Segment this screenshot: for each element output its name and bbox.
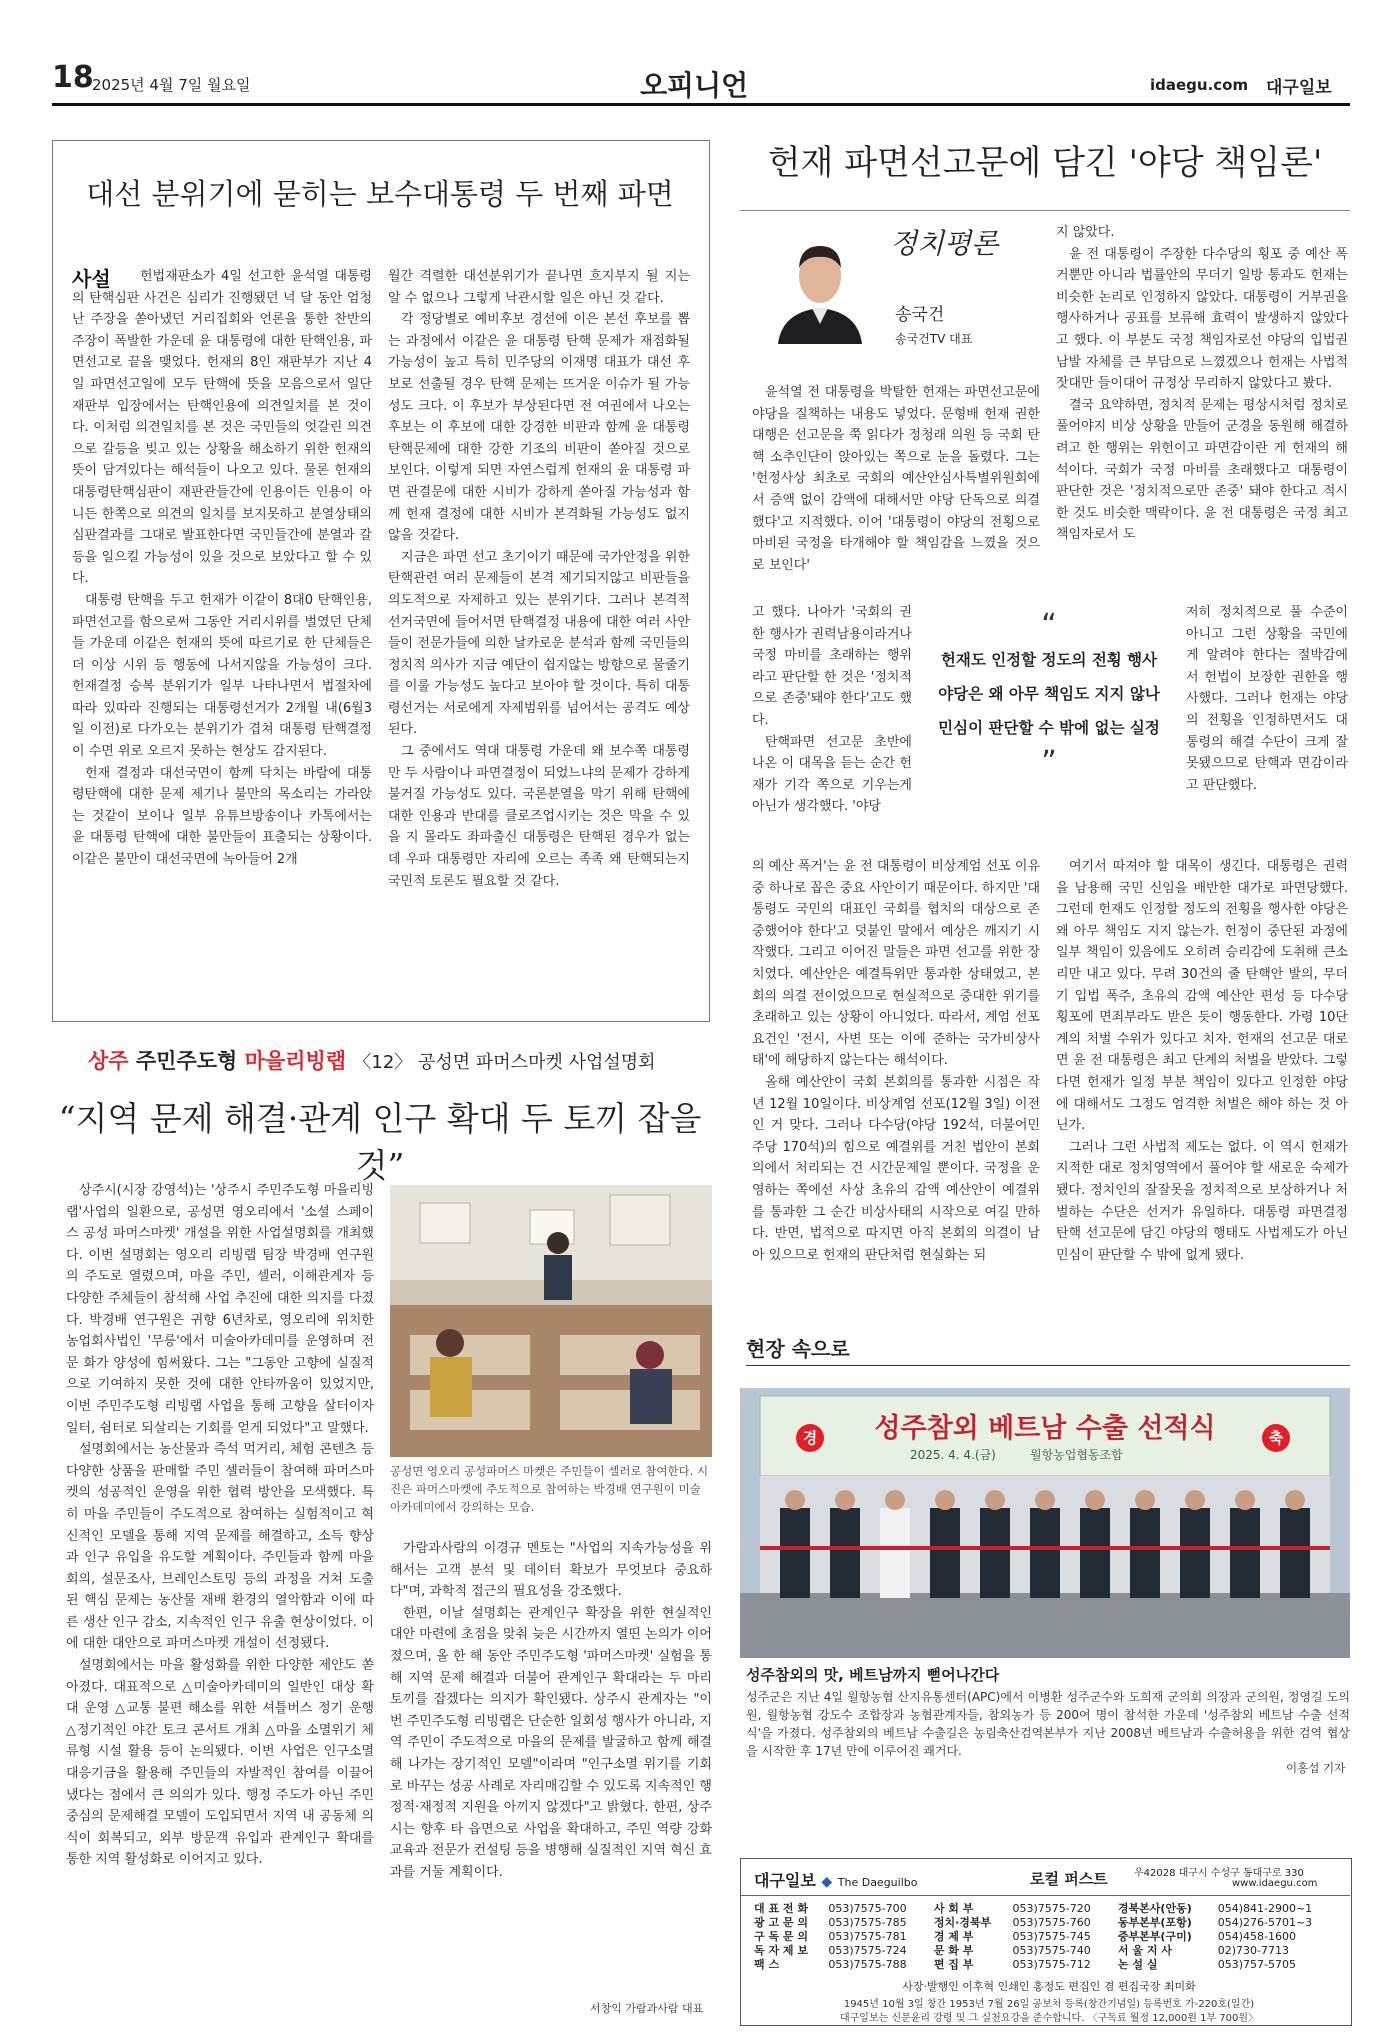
series-mid: 주민주도형	[128, 1049, 245, 1073]
opinion-paragraph: 지 않았다.	[1056, 225, 1115, 240]
footer-contact-number: 053)7575-745	[1012, 1930, 1091, 1943]
editorial-paragraph: 월간 격렬한 대선분위기가 끝나면 흐지부지 될 지는 알 수 없으나 그렇게 낙관시할 일은 아닌 것 같다.	[388, 269, 690, 306]
footer-contact-number: 054)458-1600	[1217, 1930, 1296, 1943]
column-corner-name: 정치평론	[890, 227, 999, 260]
logo-mark-icon: ◆	[821, 1874, 833, 1890]
village-photo	[390, 1185, 712, 1457]
section-title: 오피니언	[640, 69, 749, 102]
footer-contact-number: 02)730-7713	[1217, 1944, 1289, 1957]
editorial-paragraph: 그 중에서도 역대 대통령 가운데 왜 보수쪽 대통령만 두 사람이나 파면결정이 되었느냐의 문제가 강하게 불거질 가능성도 있다. 국론분열을 막기 위해 탄핵에 대한 인용과 반대를 클로즈업시키는 것은 막을 수 있을 지 몰라도 좌파출신 대통령은 탄핵된 경우가 없는데 우파 대통령만 자리에 오르는 족족 왜 탄핵되는지 국민적 토론도 필요할 것 같다.	[388, 744, 690, 889]
field-caption: 성주군은 지난 4일 월항농협 산지유통센터(APC)에서 이병환 성주군수와 도희재 군의회 의장과 군의원, 정영길 도의원, 월항농협 강도수 조합장과 농협관계자들, 참외농가 등 200여 명이 참석한 가운데 '성주참외 베트남 수출 선적식'을 가졌다. 성주참외의 베트남 수출길은 농림축산검역본부가 지난 2008년 베트남과 수출허용을 위한 검역 협상을 시작한 후 17년 만에 이루어진 쾌거다.	[746, 1690, 1350, 1758]
village-paragraph: 설명회에서는 마을 활성화를 위한 다양한 제안도 쏟아졌다. 대표적으로 △미술아카데미의 일반인 대상 확대 운영 △교통 불편 해소를 위한 셔틀버스 정기 운행 △정기적인 야간 토크 콘서트 개최 △마을 소멸위기 체류형 시설 활용 등이 논의됐다. 이번 사업은 인구소멸대응기금을 활용해 주민들의 자발적인 참여를 이끌어냈다는 점에서 큰 의의가 있다. 행정 주도가 아닌 주민 중심의 문제해결 모델이 도입되면서 지역 내 공동체 의식이 회복되고, 외부 방문객 유입과 관계인구 확대를 통한 지역 활성화로 이어지고 있다.	[66, 1658, 374, 1868]
footer-logo	[754, 1868, 917, 1891]
village-column-2	[390, 1538, 712, 1998]
footer-contact-label: 동부본부(포항)	[1117, 1916, 1192, 1929]
footer-rule	[740, 1895, 1350, 1896]
footer-founded: 1945년 10월 3일 창간 1953년 7월 26일 공보처 등록(창간기념일) 등록번호 가-220호(일간)	[843, 1999, 1255, 2010]
editorial-column-2	[388, 266, 690, 1011]
footer-contact-row	[754, 1958, 1344, 1972]
close-quote-icon: ”	[1041, 745, 1057, 780]
footer-contact-number: 053)7575-724	[828, 1944, 907, 1957]
editorial-column-1	[72, 266, 372, 1011]
page-number: 18	[52, 60, 94, 95]
footer-contact-label: 정치·경북부	[933, 1916, 992, 1929]
series-label	[88, 1045, 656, 1075]
opinion-paragraph: 결국 요약하면, 정치적 문제는 평상시처럼 정치로 풀어야지 비상 상황을 만들어 군경을 동원해 해결하려고 한 행위는 위헌이고 파면감이란 게 헌재의 해석이다. 국회가 국정 마비를 초래했다고 대통령이 판단한 것은 '정치적으로만 존중' 돼야 한다고 적시한 것도 비슷한 맥락이다. 윤 전 대통령은 국정 최고책임자로서 도	[1056, 397, 1348, 543]
opinion-title-rule	[740, 210, 1350, 211]
series-place: 상주	[88, 1049, 129, 1073]
footer-logo-en: The Daeguilbo	[837, 1876, 918, 1889]
banner-mark-right: 축	[1262, 1424, 1290, 1452]
footer-contact-number: 054)841-2900~1	[1217, 1902, 1313, 1915]
field-section-rule	[746, 1365, 1350, 1366]
field-reporter: 이홍섭 기자	[1286, 1761, 1346, 1775]
footer-contact-row	[754, 1916, 1344, 1930]
field-banner-title: 성주참외 베트남 수출 선적식	[874, 1413, 1216, 1444]
footer-publisher: 사장·발행인 이후혁 인쇄인 홍정도 편집인 겸 편집국장 최미화	[902, 1980, 1196, 1993]
author-name: 송국건	[895, 305, 945, 325]
editorial-title: 대선 분위기에 묻히는 보수대통령 두 번째 파면	[86, 177, 674, 211]
footer-contact-label: 논 설 실	[1117, 1958, 1158, 1971]
opinion-column-1-bottom	[752, 856, 1040, 1312]
footer-contact-label: 문 화 부	[933, 1944, 974, 1957]
village-article-title: “지역 문제 해결·관계 인구 확대 두 토끼 잡을 것”	[58, 1099, 702, 1185]
banner-mark-left: 경	[796, 1424, 824, 1452]
footer-contact-table	[754, 1902, 1344, 1972]
footer-contact-label: 대 표 전 화	[754, 1902, 808, 1915]
opinion-paragraph: 탄핵파면 선고문 초반에 나온 이 대목을 듣는 순간 헌재가 기각 쪽으로 기우는게 아닌가 생각했다. '야당	[752, 734, 912, 815]
footer-contact-number: 054)276-5701~3	[1217, 1916, 1313, 1929]
pull-quote	[920, 608, 1178, 780]
footer-contact-number: 053)7575-712	[1012, 1958, 1091, 1971]
footer-contact-row	[754, 1930, 1344, 1944]
footer-contact-row	[754, 1944, 1344, 1958]
editorial-paragraph: 헌재 결정과 대선국면이 함께 닥치는 바람에 대통령탄핵에 대한 문제 제기나 불만의 목소리는 가라앉는 것같이 보이나 일부 유튜브방송이나 카톡에서는 윤 대통령 탄핵에 대한 불만들이 표출되는 상황이다. 이같은 불만이 대선국면에 녹아들어 2개	[72, 765, 372, 868]
author-portrait	[770, 224, 870, 344]
open-quote-icon: “	[1041, 608, 1057, 643]
opinion-paragraph: 올해 예산안이 국회 본회의를 통과한 시점은 작년 12월 10일이다. 비상계엄 선포(12월 3일) 이전인 거 맞다. 그러나 다수당(야당 192석, 더불어민주당 170석)의 힘으로 예결위를 거친 법안이 본회의에서 처리되는 건 시간문제일 뿐이다. 국정을 운영하는 쪽에선 사상 초유의 감액 예산안이 예결위를 통과한 그 순간 비상사태의 시작으로 여길 만하다. 반면, 법적으로 따지면 아직 본회의 의결이 남아 있으므로 헌재의 판단처럼 현실화는 되	[752, 1074, 1040, 1263]
opinion-title: 헌재 파면선고문에 담긴 '야당 책임론'	[767, 143, 1323, 183]
footer-logo-kr: 대구일보	[754, 1871, 816, 1890]
series-name: 마을리빙랩	[244, 1049, 347, 1073]
footer-contact-label: 중부본부(구미)	[1117, 1930, 1192, 1943]
footer-contact-label: 팩 스	[754, 1958, 780, 1971]
footer-contact-number: 053)7575-720	[1012, 1902, 1091, 1915]
opinion-column-2-top	[1056, 222, 1348, 602]
footer-slogan: 로컬 퍼스트	[1030, 1870, 1108, 1888]
footer-contact-label: 독 자 제 보	[754, 1944, 808, 1957]
editorial-paragraph: 대통령 탄핵을 두고 헌재가 이같이 8대0 탄핵인용, 파면선고를 함으로써 그동안 거리시위를 벌였던 단체들 가운데 이같은 헌재의 뜻에 따르기로 한 단체들은 더 이상 시위 등 행동에 나서지않을 가능성이 크다. 헌재결정 승복 분위기가 일부 나타나면서 법절차에 따라 있따라 진행되는 대통령선거가 2개월 내(6월3일 이전)로 다가오는 분위기가 겹쳐 대통령 탄핵결정이 수면 위로 오르지 못하는 현상도 감지된다.	[72, 592, 372, 760]
opinion-column-1-top	[752, 382, 1040, 602]
footer-contact-number: 053)7575-740	[1012, 1944, 1091, 1957]
footer-contact-number: 053)757-5705	[1217, 1958, 1296, 1971]
opinion-paragraph: 윤석열 전 대통령을 박탈한 헌재는 파면선고문에 야당을 질책하는 내용도 넣었다. 문형배 헌재 권한대행은 선고문을 쭉 읽다가 정청래 의원 등 국회 탄핵 소추인단이 앉아있는 쪽으로 눈을 돌렸다. 그는 '헌정사상 최초로 국회의 예산안심사특별위원회에서 증액 없이 감액에 대해서만 야당 단독으로 의결했다'고 지적했다. 이어 '대통령이 야당의 전횡으로 마비된 국정을 타개해야 할 책임감을 느꼈을 것으로 보인다'	[752, 385, 1040, 573]
footer-contact-label: 광 고 문 의	[754, 1916, 808, 1929]
village-column-1	[66, 1180, 374, 2020]
footer-contact-number: 053)7575-781	[828, 1930, 907, 1943]
opinion-column-1-narrow	[752, 602, 912, 856]
field-banner	[760, 1398, 1330, 1478]
paper-name: 대구일보	[1266, 78, 1332, 98]
footer-contact-label: 경북본사(안동)	[1117, 1902, 1192, 1915]
opinion-paragraph: 그러나 그런 사법적 제도는 없다. 이 역시 헌재가 지적한 대로 정치영역에서 풀어야 할 새로운 숙제가 됐다. 정치인의 잘잘못을 정치적으로 보상하거나 처벌하는 수단은 선거가 유일하다. 대통령 파면결정 탄핵 선고문에 담긴 야당의 행태도 사법제도가 아닌 민심이 판단할 수 밖에 없게 됐다.	[1056, 1139, 1348, 1263]
footer-contact-label: 구 독 문 의	[754, 1930, 808, 1943]
village-paragraph: 설명회에서는 농산물과 즉석 먹거리, 체험 콘텐츠 등 다양한 상품을 판매할 주민 셀러들이 참여해 파머스마켓의 성공적인 운영을 위한 협력 방안을 모색했다. 특히 마을 주민들이 주도적으로 참여하는 실험적이고 혁신적인 모델을 통해 지역 문제를 해결하고, 소득 향상과 인구 유입을 유도할 계획이다. 주민들과 함께 마을회의, 설문조사, 브레인스토밍 등의 과정을 거쳐 도출된 핵심 문제는 농산물 재배 환경의 열악함과 이에 따른 생산 인구 감소, 지속적인 인구 유출 현상이었다. 이에 대한 대안으로 파머스마켓 개설이 선정됐다.	[66, 1442, 374, 1652]
opinion-paragraph: 저히 정치적으로 풀 수준이 아니고 그런 상황을 국민에게 알려야 한다는 절박감에서 헌법이 보장한 권한을 행사했다. 그러나 헌재는 야당의 전횡을 인정하면서도 대통령의 해결 수단이 크게 잘못됐으므로 탄핵과 면감이라고 판단했다.	[1186, 605, 1348, 793]
village-paragraph: 상주시(시장 강영석)는 '상주시 주민주도형 마을리빙랩'사업의 일환으로, 공성면 영오리에서 '소셜 스페이스 공성 파머스마켓' 개설을 위한 사업설명회를 개최했다. 이번 설명회는 영오리 리빙랩 팀장 박경배 연구원의 주도로 열렸으며, 마을 주민, 셀러, 이해관계자 등 다양한 주체들이 참석해 사업 추진에 대한 의지를 다졌다. 박경배 연구원은 귀향 6년차로, 영오리에 위치한 농업회사법인 '무릉'에서 미술아카데미를 운영하며 전문 화가 양성에 힘써왔다. 그는 "그동안 고향에 실질적으로 기여하지 못한 것에 대한 안타까움이 있었지만, 이번 주민주도형 리빙랩 사업을 통해 고향을 살터이자 일터, 쉼터로 되살리는 기회를 얻게 되었다"고 말했다.	[66, 1183, 374, 1436]
footer-contact-label: 사 회 부	[933, 1902, 974, 1915]
editorial-label: 사설	[72, 267, 111, 291]
footer-contact-number: 053)7575-700	[828, 1902, 907, 1915]
footer-contact-label: 경 제 부	[933, 1930, 974, 1943]
opinion-column-2-narrow	[1186, 602, 1348, 856]
village-credit: 서창익 가람과사람 대표	[590, 2002, 704, 2015]
editorial-paragraph: 각 정당별로 예비후보 경선에 이은 본선 후보를 뽑는 과정에서 이같은 윤 대통령 탄핵 문제가 재점화될 가능성이 높고 특히 민주당의 이재명 대표가 대선 후보로 선출될 경우 탄핵 문제는 뜨거운 이슈가 될 가능성도 크다. 이 후보가 부상된다면 전 여권에서 나오는 후보는 이 후보에 대한 강경한 비판과 함께 윤 대통령 탄핵문제에 대한 강한 기조의 비판이 쏟아질 것으로 보인다. 이렇게 되면 자연스럽게 헌재의 윤 대통령 파면 관결문에 대한 시비가 강하게 쏟아질 가능성과 함께 헌재 결정에 대한 시비가 본격화될 가능성도 없지않을 것같다.	[388, 312, 690, 544]
editorial-paragraph: 지금은 파면 선고 초기이기 때문에 국가안정을 위한 탄핵관련 여러 문제들이 본격 제기되지않고 비판들을 의도적으로 자제하고 있는 분위기다. 그러나 본격적 선거국면에 들어서면 탄핵결정 내용에 대한 여러 사안들이 전문가들에 의한 날카로운 분석과 함께 국민들의 정치적 의사가 지금 예단이 쉽지않는 방향으로 물줄기를 이룰 가능성도 높다고 보아야 할 것이다. 특히 대통령선거는 서로에게 자제범위를 넘어서는 공격도 예상된다.	[388, 549, 690, 738]
pull-quote-line: 헌재도 인정할 정도의 전횡 행사	[940, 651, 1158, 669]
footer-url[interactable]: www.idaegu.com	[1232, 1878, 1318, 1889]
field-banner-date: 2025. 4. 4.(금)	[910, 1448, 996, 1462]
footer-ethics: 대구일보는 신문윤리 강령 및 그 실천요강을 준수합니다. 〈구독료 월정 12,000원 1부 700원〉	[839, 2013, 1259, 2024]
footer-contact-number: 053)7575-785	[828, 1916, 907, 1929]
village-photo-caption: 공성면 영오리 공성파머스 마켓은 주민들이 셀러로 참여한다. 시진은 파머스마켓에 주도적으로 참여하는 박경배 연구원이 미술 아카데미에서 강의하는 모습.	[390, 1464, 709, 1514]
site-url[interactable]: idaegu.com	[1150, 76, 1249, 94]
issue-date: 2025년 4월 7일 월요일	[92, 76, 251, 94]
pull-quote-line: 민심이 판단할 수 밖에 없는 실정	[938, 719, 1160, 737]
footer-contact-row	[754, 1902, 1344, 1916]
footer-contact-label: 편 집 부	[933, 1958, 974, 1971]
series-subtitle: 〈12〉 공성면 파머스마켓 사업설명회	[353, 1052, 656, 1073]
village-paragraph: 가람과사람의 이경규 멘토는 "사업의 지속가능성을 위해서는 고객 분석 및 데이터 확보가 무엇보다 중요하다"며, 과학적 접근의 필요성을 강조했다.	[390, 1541, 712, 1600]
editorial-paragraph: 헌법재판소가 4일 선고한 윤석열 대통령의 탄핵심판 사건은 심리가 진행됐던 넉 달 동안 엄청난 주장을 쏟아냈던 거리집회와 언론을 통한 찬반의 주장이 폭발한 가운데 윤 대통령에 대한 탄핵인용, 파면선고로 끝을 맺었다. 헌재의 8인 재판부가 지난 4일 파면선고일에 모두 탄핵에 뜻을 모음으로서 일단 재판부 입장에서는 탄핵인용에 의견일치를 본 것이다. 이처럼 의견일치를 본 것은 국민들의 엇갈린 의견으로 갈등을 빚고 있는 상황을 해소하기 위한 헌재의 뜻이 담겨있다는 해석들이 나오고 있다. 물론 헌재의 대통령탄핵심판이 재판관들간에 인용이든 인용이 아니든 한쪽으로 의견의 일치를 보지못하고 분열상태의 심판결과를 그대로 발표한다면 국민들간에 분열과 갈등을 일으킬 가능성이 있을 것으로 보았다고 할 수 있다.	[72, 269, 372, 587]
opinion-paragraph: 고 했다. 나아가 '국회의 권한 행사가 권력남용이라거나 국정 마비를 초래하는 행위라고 판단할 한 것은 '정치적으로 존중'돼야 한다'고도 했다.	[752, 605, 912, 728]
opinion-column-2-bottom	[1056, 856, 1348, 1312]
footer-contact-number: 053)7575-760	[1012, 1916, 1091, 1929]
opinion-paragraph: 여기서 따져야 할 대목이 생긴다. 대통령은 권력을 남용해 국민 신임을 배반한 대가로 파면당했다. 그런데 헌재도 인정할 정도의 전횡을 행사한 야당은 왜 아무 책임도 지지 않는가. 헌정이 중단된 과정에 일부 책임이 있음에도 오히려 승리감에 도취해 큰소리만 내고 있다. 무려 30건의 줄 탄핵안 발의, 무더기 입법 폭주, 초유의 감액 예산안 편성 등 다수당 횡포에 면죄부라도 받은 듯이 행동한다. 가령 10단계의 처벌 수위가 있다고 치자. 헌재의 선고문 대로면 윤 전 대통령은 최고 단계의 처벌을 받았다. 그렇다면 헌재가 일정 부분 책임이 있다고 인정한 야당에 대해서도 그정도 엄격한 처벌은 해야 하는 것 아닌가.	[1056, 859, 1348, 1134]
field-section-label: 현장 속으로	[746, 1337, 850, 1361]
footer-address: 우42028 대구시 수성구 동대구로 330	[1134, 1868, 1304, 1879]
author-role: 송국건TV 대표	[895, 332, 973, 346]
field-caption-title: 성주참외의 맛, 베트남까지 뻗어나간다	[746, 1666, 1000, 1684]
opinion-paragraph: 윤 전 대통령이 주장한 다수당의 횡포 중 예산 폭거뿐만 아니라 법률안의 무더기 일방 통과도 헌재는 비슷한 논리로 인정하지 않았다. 대통령이 거부권을 행사하거나 공표를 보류해 효력이 발생하지 않았다고 했다. 이 부분도 국정 책임자로선 야당의 입법권 남발 자체를 큰 부담으로 느꼈겠으나 헌재는 사법적 잣대만 들이대어 규정상 무리하지 않았다고 봤다.	[1056, 246, 1348, 392]
pull-quote-line: 야당은 왜 아무 책임도 지지 않나	[938, 685, 1160, 703]
village-paragraph: 한편, 이날 설명회는 관계인구 확장을 위한 현실적인 대안 마련에 초점을 맞춰 늦은 시간까지 열띤 논의가 이어졌으며, 올 한 해 동안 주민주도형 '파머스마켓' 실험을 통해 지역 문제 해결과 더불어 관계인구 확대라는 두 마리 토끼를 잡겠다는 의지가 확인됐다. 상주시 관계자는 "이번 주민주도형 리빙랩은 단순한 일회성 행사가 아니라, 지역 주민이 주도적으로 마을의 문제를 발굴하고 함께 해결해 나가는 장기적인 모델"이라며 "인구소멸 위기를 기회로 바꾸는 성공 사례로 자리매김할 수 있도록 지속적인 행정적·재정적 지원을 아끼지 않겠다"고 밝혔다. 한편, 상주시는 향후 타 읍면으로 사업을 확대하고, 주민 역량 강화 교육과 전문가 컨설팅 등을 병행해 실질적인 지역 혁신 효과를 거둘 계획이다.	[390, 1605, 712, 1880]
footer-contact-label: 서 울 지 사	[1117, 1944, 1172, 1957]
field-banner-org: 월항농업협동조합	[1030, 1448, 1123, 1462]
header-rule	[52, 103, 1350, 106]
footer-contact-number: 053)7575-788	[828, 1958, 907, 1971]
opinion-paragraph: 의 예산 폭거'는 윤 전 대통령이 비상계엄 선포 이유 중 하나로 꼽은 중요 사안이기 때문이다. 하지만 '대통령도 국민의 대표인 국회를 협치의 대상으로 존중했어야 한다'고 덧붙인 말에서 예상은 깨지기 시작했다. 그리고 이어진 말들은 파면 선고를 위한 장치였다. 예산안은 예결특위만 통과한 상태였고, 본회의 의결 전이었으므로 현실적으로 중대한 위기를 초래하고 있는 상황이 아니었다. 따라서, 계엄 선포 요건인 '전시, 사변 또는 이에 준하는 국가비상사태'에 해당하지 않는다는 해석이다.	[752, 859, 1040, 1069]
